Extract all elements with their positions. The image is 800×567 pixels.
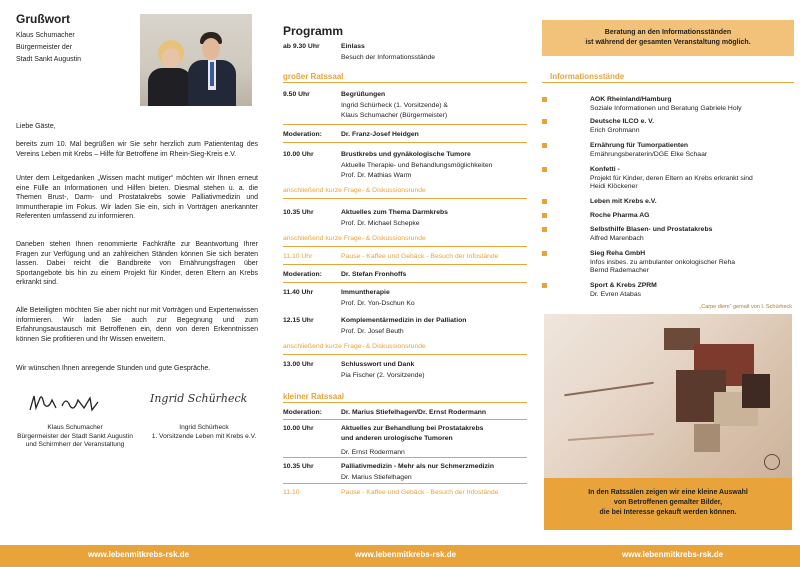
divider [283, 402, 527, 403]
greeting-paragraph: Unter dem Leitgedanken „Wissen macht mutiger“ möchten wir Ihnen erneut eine Fülle an Informationen und Hilfen bieten. Diesmal stehen u. a. die Themen Brust-, Darm- und Prostatakrebs sowie Palliativmedizin und Immuntherapie im Fokus. Wir laden Sie ein, sich in Vorträgen anerkannter Referenten umfassend zu informieren. [16, 175, 258, 220]
bullet-icon [542, 213, 547, 218]
footer-link[interactable]: www.lebenmitkrebs-rsk.de [622, 550, 724, 559]
bullet-icon [542, 167, 547, 172]
painting-caption: „Carpe diem“ gemalt von I. Schürheck [699, 304, 792, 310]
signer1-role: Bürgermeister der Stadt Sankt Augustin [17, 432, 133, 440]
big-hall-title: großer Ratssaal [283, 72, 344, 81]
divider [283, 124, 527, 125]
program-column: Programm ab 9.30 Uhr Einlass Besuch der Informationsstände großer Ratssaal 9.50 Uhr Begrüßungen Ingrid Schürheck (1. Vorsitzende) & Klaus Schumacher (Bürgermeister) Moderation: Dr. Franz-Josef Heidgen 10.00 Uhr Brustkrebs und gynäkologische Tumore Aktuelle Therapie- und Behandlungsmöglichkeiten Prof. Dr. Mathias Warm anschließend kurze Frage- & Diskussionsrunde 10.35 Uhr Aktuelles zum Thema Darmkrebs Prof. Dr. Michael Schepke anschließend kurze Frage- & Diskussionsrunde 11.10 Uhr Pause - Kaffee und Gebäck - Besuch der Infostände Moderation: Dr. Stefan Fronhoffs 11.40 Uhr Immuntherapie Prof. Dr. Yon-Dschun Ko 12.15 Uhr Komplementärmedizin in der Palliation Prof. Dr. Josef Beuth anschließend kurze Frage- & Diskussionsrunde 13.00 Uhr Schlusswort und Dank Pia Fischer (2. Vorsitzende) kleiner Ratssaal Moderation: Dr. Marius Stiefelhagen/Dr. Ernst Rodermann 10.00 Uhr Aktuelles zur Behandlung bei Prostatakrebs und anderen urologische Tumoren Dr. Ernst Rodermann 10.35 Uhr Palliativmedizin - Mehr als nur Schmerzmedizin Dr. Marius Stiefelhagen 11.10 Pause - Kaffee und Gebäck - Besuch der Infostände [267, 0, 533, 545]
bullet-icon [542, 251, 547, 256]
bullet-icon [542, 227, 547, 232]
footer-bar [0, 545, 800, 567]
signer2-block [144, 424, 264, 441]
divider [283, 483, 527, 484]
divider [542, 82, 794, 83]
divider [283, 419, 527, 420]
consultation-banner [542, 20, 794, 56]
greeting-paragraph: bereits zum 10. Mal begrüßen wir Sie sehr herzlich zum Patiententag des Vereins Leben mit Krebs – Hilfe für Betroffene im Rhein-Sieg-Kreis e.V. [16, 141, 258, 158]
greeting-paragraph: Daneben stehen Ihnen renommierte Fachkräfte zur Beantwortung Ihrer Fragen zur Verfügung und an zahlreichen Ständen können Sie sich beraten lassen. Dabei reicht die Bandbreite von Ernährungsfragen über Sportangebote bis hin zu einem Projekt für Kinder, deren Eltern an Krebs erkrankt sind. [16, 241, 258, 286]
greeting-title: Grußwort [16, 12, 70, 26]
divider [283, 457, 527, 458]
bullet-icon [542, 199, 547, 204]
signature-schuerheck: Ingrid Schürheck [150, 392, 248, 405]
small-hall-title: kleiner Ratssaal [283, 392, 344, 401]
sender-block [16, 30, 81, 66]
bullet-icon [542, 283, 547, 288]
footer-link[interactable]: www.lebenmitkrebs-rsk.de [88, 550, 190, 559]
entry-title: Einlass [341, 43, 365, 50]
program-title: Programm [283, 24, 344, 38]
info-title: Informationsstände [550, 72, 625, 81]
sender-org: Stadt Sankt Augustin [16, 56, 81, 63]
bullet-icon [542, 97, 547, 102]
entry-subtitle: Besuch der Informationsstände [341, 54, 436, 61]
paintings-info-box: In den Ratssälen zeigen wir eine kleine Auswahl von Betroffenen gemalter Bilder, die bei Interesse gekauft werden können. [544, 478, 792, 530]
signer1-block [10, 424, 140, 450]
mayor-photo [140, 14, 252, 106]
bullet-icon [542, 119, 547, 124]
signature-schumacher [26, 390, 110, 416]
sender-role: Bürgermeister der [16, 44, 73, 51]
divider [283, 246, 527, 247]
painting-image [544, 314, 792, 478]
divider [283, 354, 527, 355]
signer2-role: 1. Vorsitzende Leben mit Krebs e.V. [151, 432, 257, 440]
sender-name: Klaus Schumacher [16, 32, 75, 39]
greeting-closing: Wir wünschen Ihnen anregende Stunden und gute Gespräche. [16, 365, 211, 372]
banner-line2: ist während der gesamten Veranstaltung möglich. [585, 39, 751, 46]
footer-link[interactable]: www.lebenmitkrebs-rsk.de [355, 550, 457, 559]
divider [283, 282, 527, 283]
entry-time: ab 9.30 Uhr [283, 43, 320, 50]
divider [283, 198, 527, 199]
info-column: Beratung an den Informationsständen ist während der gesamten Veranstaltung möglich. Informationsstände AOK Rheinland/Hamburg Soziale Informationen und Beratung Gabriele Holy Deutsche ILCO e. V. Erich Grohmann Ernährung für Tumorpatienten Ernährungsberaterin/DGE Elke Schaar Konfetti - Projekt für Kinder, deren Eltern an Krebs erkrankt sind Heidi Klöckener Leben mit Krebs e.V. Roche Pharma AG Selbsthilfe Blasen- und Prostatakrebs Alfred Marenbach Sieg Reha GmbH Infos insbes. zu ambulanter onkologischer Reha Bernd Rademacher Sport & Krebs ZPRM Dr. Evren Atabas „Carpe diem“ gemalt von I. Schürheck In den Ratssälen zeigen wir eine kleine Auswahl von Betroffenen gemalter Bilder, die bei Interesse gekauft werden können. [534, 0, 800, 545]
banner-line1: Beratung an den Informationsständen [604, 29, 732, 36]
greeting-paragraph: Alle Beteiligten möchten Sie aber nicht nur mit Vorträgen und Expertenwissen informieren. Wir laden Sie auch zur Begegnung und zum Erfahrungsaustausch mit Betroffenen ein, denn von deren Erkenntnissen können Sie profitieren und Ihr Wissen erweitern. [16, 307, 258, 343]
divider [283, 82, 527, 83]
greeting-salutation: Liebe Gäste, [16, 123, 56, 130]
signer2-name: Ingrid Schürheck [179, 424, 229, 431]
bullet-icon [542, 143, 547, 148]
divider [283, 264, 527, 265]
signer1-role2: und Schirmherr der Veranstaltung [25, 441, 125, 448]
greeting-column [0, 0, 266, 545]
signer1-name: Klaus Schumacher [47, 424, 103, 431]
divider [283, 142, 527, 143]
